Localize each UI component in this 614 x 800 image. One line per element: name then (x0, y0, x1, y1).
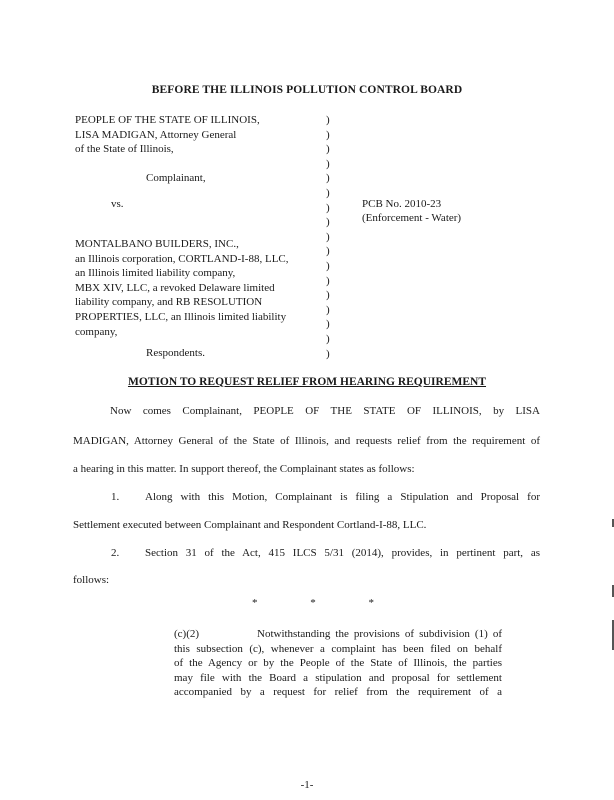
plaintiff-line: LISA MADIGAN, Attorney General (75, 128, 237, 141)
plaintiff-block (75, 113, 260, 157)
paragraph-number: 2. (111, 547, 120, 559)
respondent-line: liability company, and RB RESOLUTION (75, 296, 263, 309)
motion-title: MOTION TO REQUEST RELIEF FROM HEARING REQUIREMENT (127, 376, 487, 388)
paragraph-line: follows: (73, 574, 110, 586)
case-type: (Enforcement - Water) (362, 212, 462, 224)
respondent-line: an Illinois limited liability company, (75, 267, 236, 280)
quote-label: (c)(2) (174, 628, 200, 640)
quote-line: of the Agency or by the People of the State of Illinois, the parties (174, 657, 502, 670)
paragraph-line: Section 31 of the Act, 415 ILCS 5/31 (2014), provides, in pertinent part, as (145, 547, 540, 559)
quote-line: may file with the Board a stipulation and proposal for settlement (174, 671, 502, 684)
paragraph-line: Along with this Motion, Complainant is filing a Stipulation and Proposal for (145, 491, 540, 503)
case-number: PCB No. 2010-23 (362, 198, 442, 210)
intro-line: a hearing in this matter. In support thereof, the Complainant states as follows: (73, 463, 415, 475)
quote-line: Notwithstanding the provisions of subdivision (1) of (257, 628, 502, 640)
versus-label: vs. (111, 198, 124, 210)
respondent-block (75, 237, 289, 339)
plaintiff-line: of the State of Illinois, (75, 143, 174, 156)
plaintiff-line: PEOPLE OF THE STATE OF ILLINOIS, (75, 114, 260, 126)
respondents-label: Respondents. (146, 347, 205, 359)
quote-line: this subsection (c), whenever a complaint has been filed on behalf (174, 642, 502, 655)
quote-line: accompanied by a request for relief from the requirement of a (174, 686, 502, 699)
paragraph-line: Settlement executed between Complainant and Respondent Cortland-I-88, LLC. (73, 519, 427, 531)
respondent-line: company, (75, 325, 118, 338)
page-number: -1- (300, 779, 314, 791)
caption-parentheses: ) ) ) ) ) ) ) ) ) ) ) ) ) ) ) ) ) (326, 114, 330, 360)
board-title: BEFORE THE ILLINOIS POLLUTION CONTROL BOARD (151, 84, 463, 96)
respondent-line: PROPERTIES, LLC, an Illinois limited liability (75, 310, 287, 323)
intro-line: MADIGAN, Attorney General of the State of Illinois, and requests relief from the requirement of (73, 435, 540, 447)
complainant-label: Complainant, (146, 172, 206, 184)
intro-line: Now comes Complainant, PEOPLE OF THE STATE OF ILLINOIS, by LISA (110, 405, 540, 417)
paragraph-number: 1. (111, 491, 120, 503)
ellipsis-stars: * * * (252, 597, 399, 609)
respondent-line: MBX XIV, LLC, a revoked Delaware limited (75, 281, 275, 294)
respondent-line: MONTALBANO BUILDERS, INC., (75, 238, 239, 250)
respondent-line: an Illinois corporation, CORTLAND-I-88, LLC, (75, 252, 289, 265)
